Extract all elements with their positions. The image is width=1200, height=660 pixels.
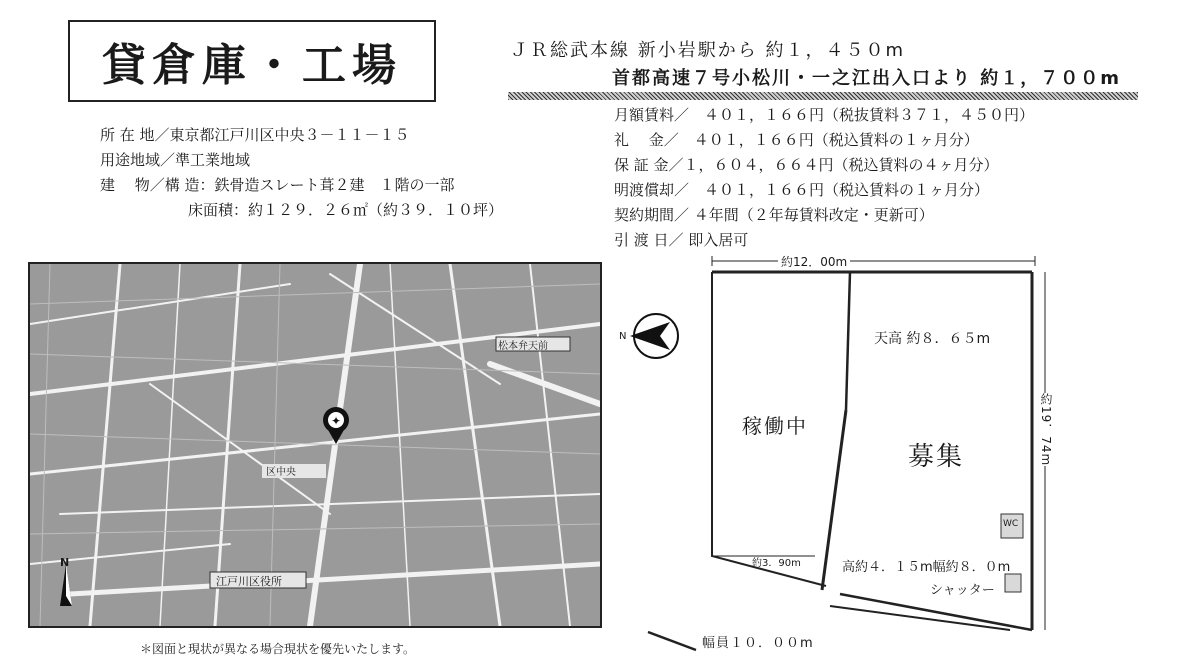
deposit-text: 保 証 金／１，６０４，６６４円（税込賃料の４ヶ月分） [614,156,999,174]
rent-text: 月額賃料／ ４０１，１６６円（税抜賃料３７１，４５０円） [614,106,1035,124]
access-train: ＪＲ総武本線 新小岩駅から 約１，４５０m [510,40,905,61]
disclaimer-note: ＊図面と現状が異なる場合現状を優先いたします。 [140,642,416,656]
plan-available-label: 募集 [908,442,965,472]
map-label-area: 区中央 [266,467,296,478]
floor-area-text: 床面積：約１２９．２６㎡（約３９．１０坪） [188,201,504,219]
plan-compass-label: N [619,331,627,342]
map-north-label: N [60,556,70,569]
zoning-text: 用途地域／準工業地域 [100,151,251,169]
svg-text:✦: ✦ [330,414,342,428]
amortization-text: 明渡償却／ ４０１，１６６円（税込賃料の１ヶ月分） [614,181,990,199]
page-title: 貸倉庫・工場 [68,20,436,102]
plan-partial-width: 約3．90m [752,558,801,569]
plan-in-use-label: 稼働中 [742,414,808,438]
handover-text: 引 渡 日／ 即入居可 [614,231,749,249]
plan-width-dim: 約12．00m [778,253,850,270]
plan-depth-dim: 約19．74m [1039,393,1053,467]
plan-door-dims: 高約４．１５m幅約８．０m [842,560,1011,575]
location-text: 所 在 地／東京都江戸川区中央３－１１－１５ [100,126,410,144]
location-pin-icon [322,405,350,435]
plan-ceiling-height: 天高 約８．６５m [874,331,991,347]
plan-road-width: 幅員１０．００m [702,636,814,651]
contract-text: 契約期間／ ４年間（２年毎賃料改定・更新可） [614,206,934,224]
lease-terms [614,103,1034,253]
property-info [100,123,503,223]
plan-wc-label: WC [1003,519,1019,529]
map-label-park: 松本弁天前 [498,341,548,352]
map-label-office: 江戸川区役所 [216,575,282,588]
access-highway: 首都高速７号小松川・一之江出入口より 約１，７００m [612,68,1122,89]
plan-shutter-label: シャッター [930,583,995,598]
key-money-text: 礼 金／ ４０１，１６６円（税込賃料の１ヶ月分） [614,131,979,149]
hatched-divider [508,92,1138,100]
floor-plan [600,250,1200,655]
map-roads [30,264,600,626]
structure-text: 建 物／構 造：鉄骨造スレート葺２建 １階の一部 [100,176,455,194]
location-map[interactable] [28,262,602,628]
